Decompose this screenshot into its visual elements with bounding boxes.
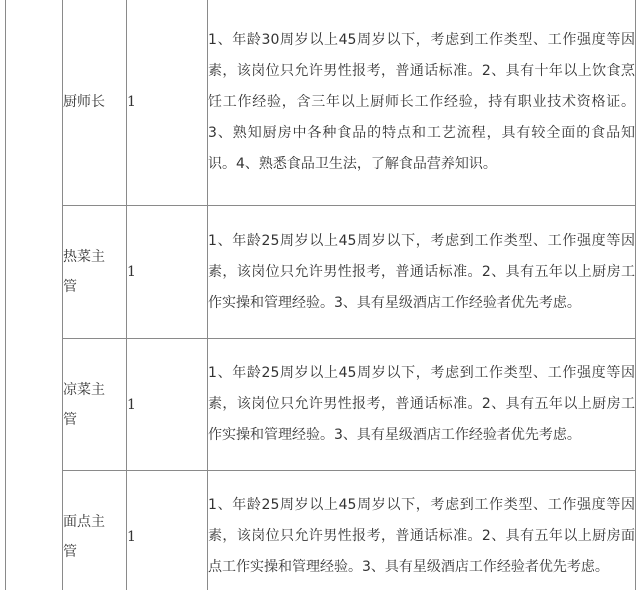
headcount-cell: 1: [127, 339, 208, 471]
job-positions-table: [5, 0, 636, 590]
requirements-cell: 1、年龄25周岁以上45周岁以下，考虑到工作类型、工作强度等因素，该岗位只允许男性报考，普通话标准。2、具有五年以上厨房工作实操和管理经验。3、具有星级酒店工作经验者优先考虑。: [208, 206, 636, 339]
position-title-cell: 热菜主 管: [63, 206, 127, 339]
position-title-cell: 凉菜主 管: [63, 339, 127, 471]
position-title-cell: 厨师长: [63, 0, 127, 206]
position-title-cell: 面点主 管: [63, 471, 127, 590]
table-row: [6, 0, 636, 206]
table-row: [6, 339, 636, 471]
headcount-cell: 1: [127, 0, 208, 206]
requirements-cell: 1、年龄30周岁以上45周岁以下，考虑到工作类型、工作强度等因素，该岗位只允许男性报考，普通话标准。2、具有十年以上饮食烹饪工作经验，含三年以上厨师长工作经验，持有职业技术资格证。3、熟知厨房中各种食品的特点和工艺流程，具有较全面的食品知识。4、熟悉食品卫生法，了解食品营养知识。: [208, 0, 636, 206]
headcount-cell: 1: [127, 206, 208, 339]
table-row: [6, 206, 636, 339]
headcount-cell: 1: [127, 471, 208, 590]
requirements-cell: 1、年龄25周岁以上45周岁以下，考虑到工作类型、工作强度等因素，该岗位只允许男性报考，普通话标准。2、具有五年以上厨房面点工作实操和管理经验。3、具有星级酒店工作经验者优先考虑。: [208, 471, 636, 590]
requirements-cell: 1、年龄25周岁以上45周岁以下，考虑到工作类型、工作强度等因素，该岗位只允许男性报考，普通话标准。2、具有五年以上厨房工作实操和管理经验。3、具有星级酒店工作经验者优先考虑。: [208, 339, 636, 471]
table-row: [6, 471, 636, 590]
category-cell: [6, 0, 63, 590]
